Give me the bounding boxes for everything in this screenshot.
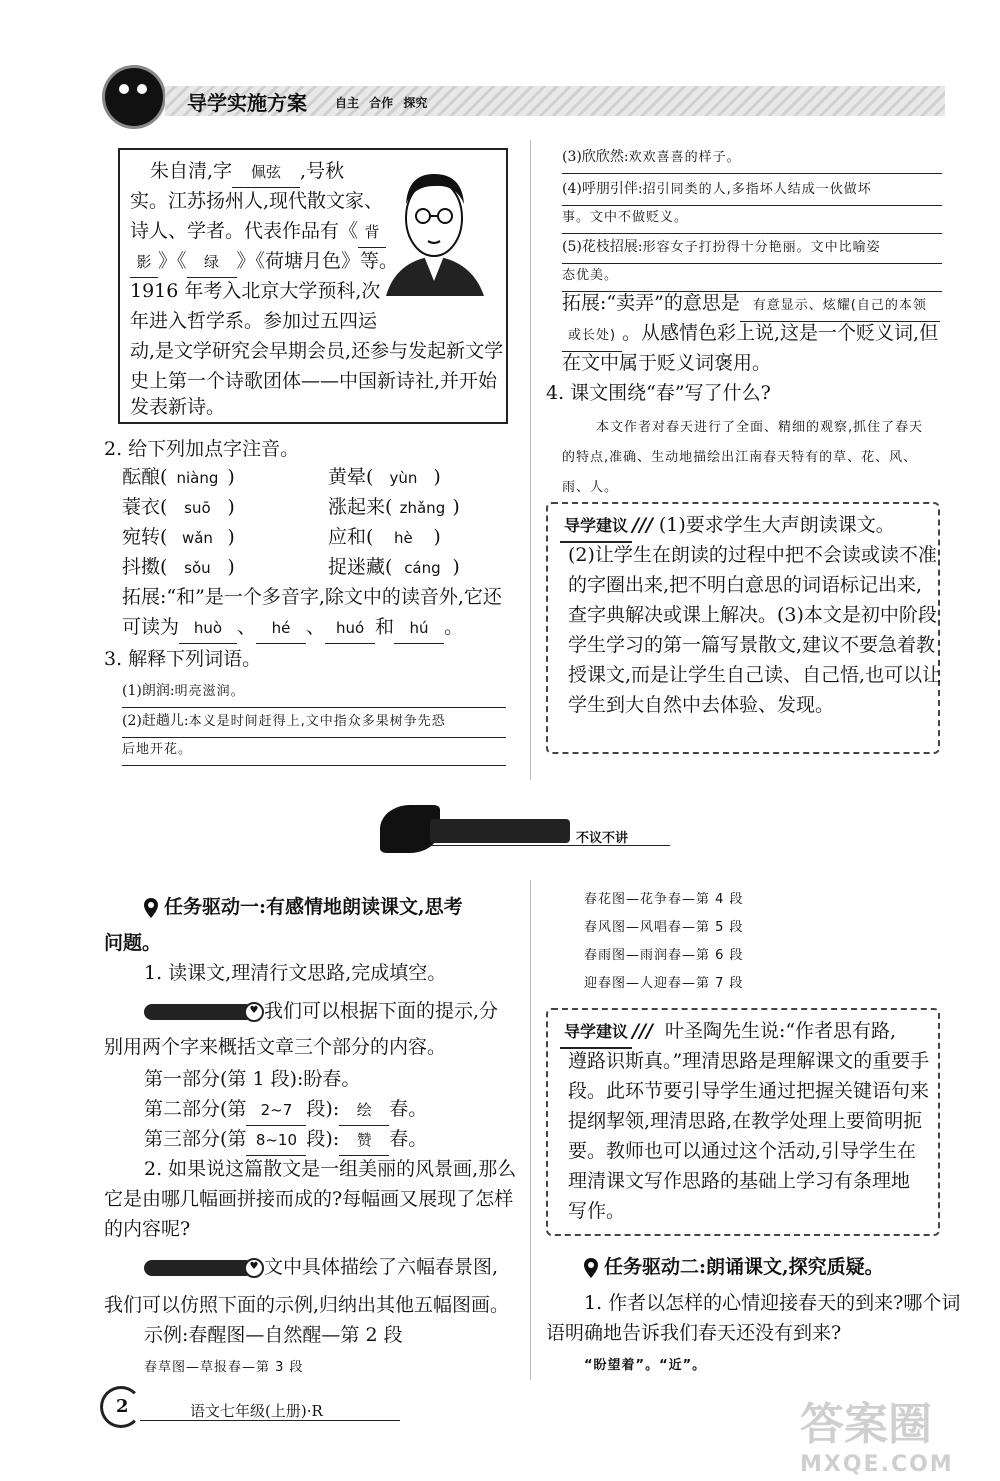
pinyin-answer: sǒu [184, 559, 211, 577]
term-answer: 明亮滋润。 [174, 684, 245, 699]
term-label: (1)朗润: [122, 683, 175, 699]
tip-text: 授课文,而是让学生自己读、自己悟,也可以让 [568, 664, 942, 686]
paren-close: ) [227, 526, 235, 548]
location-pin-icon [144, 898, 158, 918]
book-title: 语文七年级(上册)·R [190, 1402, 323, 1420]
term-answer: 态优美。 [562, 268, 619, 283]
watermark [800, 1388, 990, 1478]
question-4-title: 4. 课文围绕“春”写了什么? [546, 382, 771, 404]
bio-text: 》《荷塘月色》等。 [236, 250, 399, 272]
extension-text: 。从感情色彩上说,这是一个贬义词,但 [622, 322, 939, 344]
pinyin-item [122, 552, 235, 583]
part-label: 春。 [389, 1128, 428, 1150]
question-2-extension: 拓展:“和”是一个多音字,除文中的读音外,它还 [122, 586, 502, 608]
watermark-site: MXQE.COM [800, 1452, 954, 1477]
pinyin-item [122, 522, 235, 553]
tip-text: 遵路识斯真。”理清思路是理解课文的重要手 [568, 1050, 930, 1072]
heart-icon: ♥ [244, 1258, 264, 1278]
question-2-title: 2. 给下列加点字注音。 [104, 438, 300, 460]
term-answer: 形容女子打扮得十分艳丽。文中比喻姿 [642, 240, 881, 255]
pinyin-answer: suō [184, 499, 211, 517]
pinyin-word: 蓑衣( [122, 496, 168, 518]
part-label: 第二部分(第 [144, 1098, 247, 1120]
bio-text: 动,是文学研究会早期会员,还参与发起新文学 [130, 340, 504, 362]
pinyin-answer: hè [394, 529, 413, 547]
paren-close: ) [227, 556, 235, 578]
part-summary-answer: 赞 [339, 1125, 389, 1156]
mascot-icon [105, 68, 163, 126]
task-text: 别用两个字来概括文章三个部分的内容。 [104, 1036, 447, 1058]
pinyin-word: 应和( [328, 526, 374, 548]
pinyin-answer: niàng [176, 469, 219, 487]
header-subtitle: 自主 合作 探究 [335, 96, 428, 110]
task-1-title: 问题。 [104, 932, 162, 954]
pinyin-answer: wǎn [181, 529, 213, 547]
task-text: 文中具体描绘了六幅春景图, [264, 1256, 499, 1278]
task-1-title: 任务驱动一:有感情地朗读课文,思考 [164, 896, 463, 918]
question-4-answer: 的特点,准确、生动地描绘出江南春天特有的草、花、风、 [562, 450, 918, 465]
extension-text: 拓展:“卖弄”的意思是 [562, 292, 740, 314]
answer-work-1b: 影 [130, 247, 158, 278]
paren-close: ) [227, 466, 235, 488]
bio-text: 》《 [158, 250, 187, 272]
term-label: (2)赶趟儿: [122, 713, 189, 729]
paren-close: ) [452, 496, 460, 518]
part-label: 春。 [389, 1098, 428, 1120]
tip-text: (2)让学生在朗读的过程中把不会读或读不准 [568, 544, 937, 566]
tip-text: 要。教师也可以通过这个活动,引导学生在 [568, 1140, 917, 1162]
extension-text: 可读为 [122, 616, 180, 638]
tip-text: 写作。 [568, 1200, 626, 1222]
tip-text: 叶圣陶先生说:“作者思有路, [664, 1020, 897, 1042]
term-answer: 招引同类的人,多指坏人结成一伙做坏 [642, 182, 872, 197]
paren-close: ) [452, 556, 460, 578]
answer-work-2: 绿 [187, 247, 237, 278]
header-title: 导学实施方案 [187, 91, 307, 115]
bio-text: ,号秋 [300, 160, 345, 182]
period: 。 [444, 616, 464, 638]
extension-answer: 有意显示、炫耀(自己的本领 [740, 291, 940, 322]
pinyin-answer: zhǎng [399, 499, 446, 517]
picture-answer: 迎春图—人迎春—第 7 段 [584, 976, 744, 991]
task-step: 2. 如果说这篇散文是一组美丽的风景画,那么 [144, 1158, 517, 1180]
paren-close: ) [433, 526, 441, 548]
bio-text: 朱自清,字 [150, 160, 233, 182]
pinyin-word: 捉迷藏( [328, 556, 393, 578]
task-text: 我们可以仿照下面的示例,归纳出其他五幅图画。 [104, 1294, 510, 1316]
task-text: 我们可以根据下面的提示,分 [264, 1000, 499, 1022]
tip-text: 学生学习的第一篇写景散文,建议不要急着教 [568, 634, 936, 656]
pinyin-item [328, 462, 441, 493]
term-answer: 欢欢喜喜的样子。 [628, 150, 741, 165]
answer-courtesy-name: 佩弦 [232, 157, 300, 188]
guide-tag-icon [144, 1004, 254, 1020]
picture-answer: 春风图—风唱春—第 5 段 [584, 920, 744, 935]
bio-text: 史上第一个诗歌团体——中国新诗社,并开始 [130, 370, 498, 392]
term-label: (5)花枝招展: [562, 239, 643, 255]
answer-work-1: 背 [358, 217, 386, 248]
question-3-title: 3. 解释下列词语。 [104, 648, 262, 670]
question-4-answer: 本文作者对春天进行了全面、精细的观察,抓住了春天 [596, 420, 924, 435]
heart-icon: ♥ [244, 1002, 264, 1022]
reading-answer: huò [179, 613, 237, 644]
separator: 、 [237, 616, 257, 638]
tip-text: 查字典解决或课上解决。(3)本文是初中阶段 [568, 604, 937, 626]
part-label: 段): [306, 1128, 340, 1150]
picture-answer: 春雨图—雨润春—第 6 段 [584, 948, 744, 963]
tip-heading: 导学建议 [560, 511, 632, 543]
reading-answer: hú [394, 613, 444, 644]
task-2-question: 语明确地告诉我们春天还没有到来? [546, 1322, 842, 1344]
picture-answer: 春花图—花争春—第 4 段 [584, 892, 744, 907]
page-footer [100, 1386, 400, 1426]
part-label: 段): [306, 1098, 340, 1120]
reading-answer: huó [325, 613, 375, 644]
reading-answer: hé [256, 613, 306, 644]
tip-text: 理清课文写作思路的基础上学习有条理地 [568, 1170, 911, 1192]
pinyin-word: 黄晕( [328, 466, 374, 488]
task-2-title: 任务驱动二:朗诵课文,探究质疑。 [604, 1256, 884, 1278]
pinyin-item [328, 552, 460, 583]
pinyin-word: 宛转( [122, 526, 168, 548]
task-2-answer: “盼望着”。“近”。 [584, 1358, 707, 1373]
question-4-answer: 雨、人。 [562, 480, 619, 495]
picture-answer: 春草图—草报春—第 3 段 [144, 1360, 304, 1375]
term-label: (4)呼朋引伴: [562, 181, 643, 197]
paren-close: ) [433, 466, 441, 488]
location-pin-icon [584, 1258, 598, 1278]
bio-text: 1916 年考入北京大学预科,次 [130, 280, 381, 302]
term-answer: 事。文中不做贬义。 [562, 210, 689, 225]
banner-text: 不议不讲 [576, 831, 629, 846]
tip-text: 学生到大自然中去体验、发现。 [568, 694, 835, 716]
tip-heading: 导学建议 [560, 1017, 632, 1049]
separator: 、 [306, 616, 326, 638]
pinyin-item [328, 522, 441, 553]
term-answer: 后地开花。 [122, 742, 193, 757]
tip-text: 段。此环节要引导学生通过把握关键语句来 [568, 1080, 930, 1102]
extension-text: 在文中属于贬义词褒用。 [562, 352, 772, 374]
paren-close: ) [227, 496, 235, 518]
task-step: 1. 读课文,理清行文思路,完成填空。 [144, 962, 447, 984]
pinyin-item [122, 462, 235, 493]
tip-text: 提纲挈领,理清思路,在教学处理上要简明扼 [568, 1110, 923, 1132]
bio-text: 诗人、学者。代表作品有《 [130, 220, 359, 242]
extension-answer: 或长处) [562, 321, 622, 352]
pinyin-item [328, 492, 460, 523]
watermark-text: 答案圈 [800, 1399, 932, 1450]
example: 示例:春醒图—自然醒—第 2 段 [144, 1324, 403, 1346]
page-number: 2 [116, 1396, 129, 1417]
part-summary-answer: 绘 [339, 1095, 389, 1126]
pinyin-item [122, 492, 235, 523]
bio-text: 年进入哲学系。参加过五四运 [130, 310, 378, 332]
bio-text: 实。江苏扬州人,现代散文家、 [130, 190, 384, 212]
pinyin-word: 抖擞( [122, 556, 168, 578]
tip-text: 的字圈出来,把不明白意思的词语标记出来, [568, 574, 923, 596]
task-step: 的内容呢? [104, 1218, 191, 1240]
task-step: 它是由哪几幅画拼接而成的?每幅画又展现了怎样 [104, 1188, 514, 1210]
guide-tag-icon [144, 1260, 254, 1276]
pinyin-answer: yùn [389, 469, 418, 487]
pinyin-word: 涨起来( [328, 496, 393, 518]
conjunction: 和 [375, 616, 395, 638]
page-header [95, 60, 945, 130]
part-label: 第三部分(第 [144, 1128, 247, 1150]
term-answer: 本义是时间赶得上,文中指众多果树争先恐 [188, 714, 446, 729]
section-banner [380, 805, 680, 855]
part-range-answer: 8~10 [246, 1125, 306, 1156]
tip-text: (1)要求学生大声朗读课文。 [658, 514, 895, 536]
part-range-answer: 2~7 [246, 1095, 306, 1126]
pinyin-word: 酝酿( [122, 466, 168, 488]
bio-text: 发表新诗。 [130, 396, 226, 418]
term-label: (3)欣欣然: [562, 149, 629, 165]
part-1: 第一部分(第 1 段):盼春。 [144, 1068, 361, 1090]
task-2-question: 1. 作者以怎样的心情迎接春天的到来?哪个词 [584, 1292, 961, 1314]
pinyin-answer: cáng [404, 559, 441, 577]
